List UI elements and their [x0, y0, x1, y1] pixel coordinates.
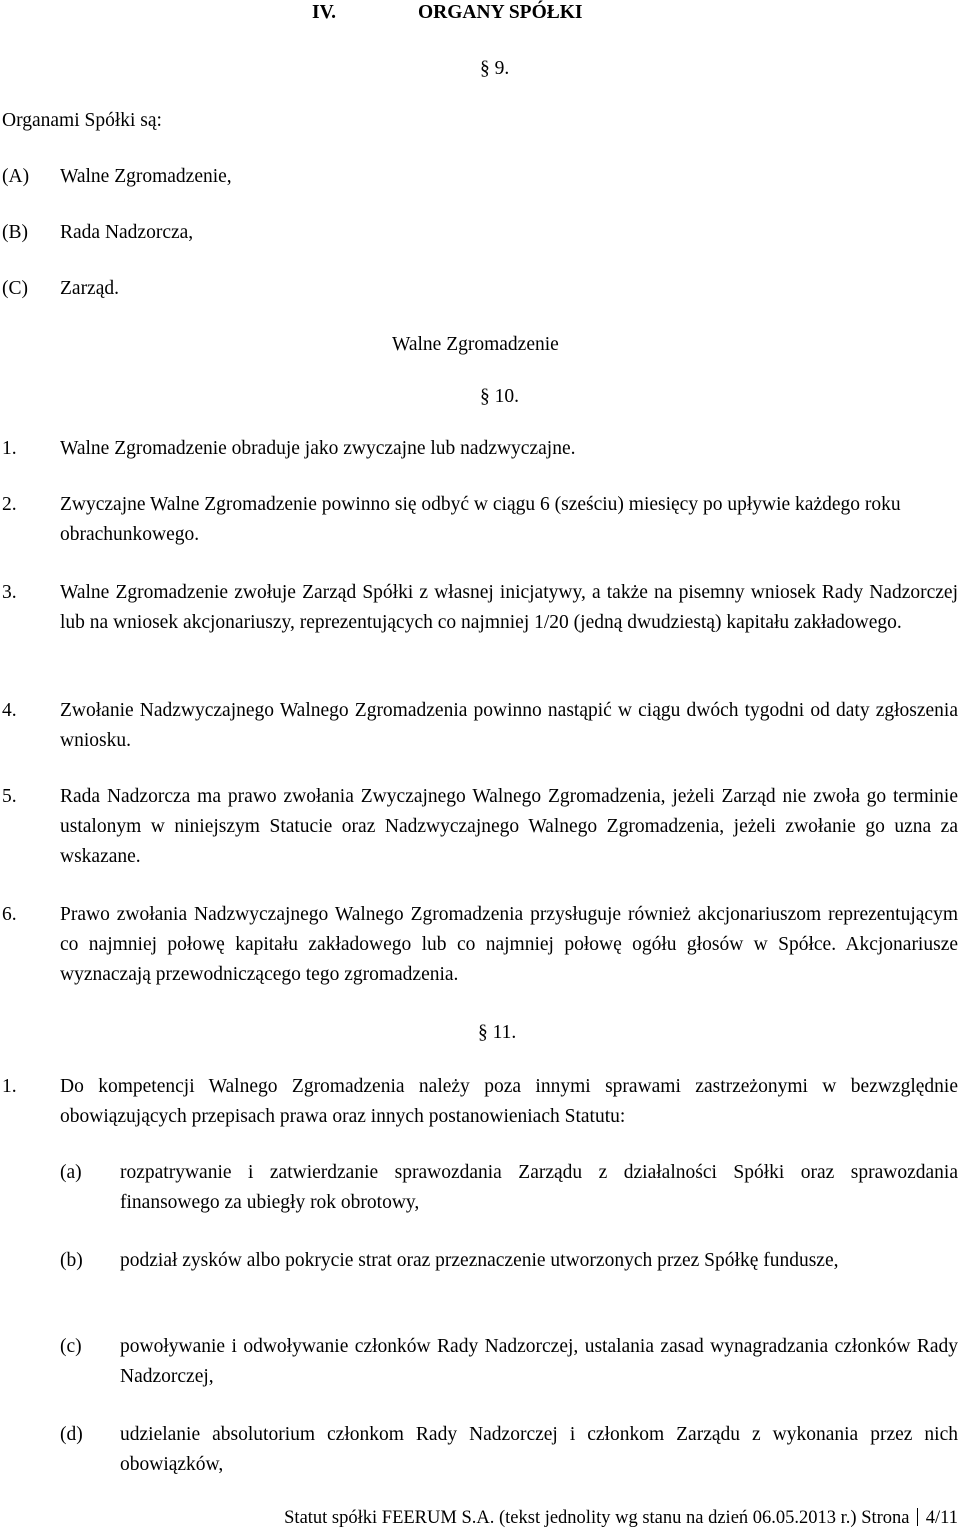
section-11-heading — [478, 1022, 516, 1044]
section-number: 10. — [494, 386, 519, 407]
footer-document-title: Statut spółki FEERUM S.A. (tekst jednolity wg stanu na dzień 06.05.2013 r.) — [284, 1508, 857, 1528]
chapter-number: IV. — [312, 2, 337, 23]
section-sign: § — [480, 58, 490, 79]
par10-text-2: Zwyczajne Walne Zgromadzenie powinno się odbyć w ciągu 6 (sześciu) miesięcy po upływie każdego roku obrachunkowego. — [60, 494, 901, 545]
par11-label-d: (d) — [60, 1424, 83, 1445]
section-sign: § — [478, 1022, 488, 1043]
chapter-title: ORGANY SPÓŁKI — [418, 2, 583, 23]
par11-item-a: rozpatrywanie i zatwierdzanie sprawozdania Zarządu z działalności Spółki oraz sprawozdania finansowego za ubiegły rok obrotowy, — [120, 1162, 958, 1213]
organ-text-b: Rada Nadzorcza, — [60, 222, 194, 243]
par10-text-3: Walne Zgromadzenie zwołuje Zarząd Spółki z własnej inicjatywy, a także na pisemny wniosek Rady Nadzorczej lub na wniosek akcjonariuszy, reprezentujących co najmniej 1/20 (jedną dwudziestą) kapitału zakładowego. — [60, 582, 958, 633]
page-footer — [284, 1508, 958, 1529]
footer-page-label: Strona — [861, 1508, 910, 1528]
section-number: 9. — [494, 58, 510, 79]
organ-label-a: (A) — [2, 166, 30, 187]
organ-label-b: (B) — [2, 222, 28, 243]
organ-text-c: Zarząd. — [60, 278, 119, 299]
par10-text-4: Zwołanie Nadzwyczajnego Walnego Zgromadzenia powinno nastąpić w ciągu dwóch tygodni od daty zgłoszenia wniosku. — [60, 700, 958, 751]
par10-num-3: 3. — [2, 582, 17, 603]
section-10-heading — [480, 386, 519, 408]
par11-label-a: (a) — [60, 1162, 82, 1183]
par10-num-5: 5. — [2, 786, 17, 807]
section-sign: § — [480, 386, 490, 407]
organ-label-c: (C) — [2, 278, 28, 299]
organ-text-a: Walne Zgromadzenie, — [60, 166, 232, 187]
par11-text-1: Do kompetencji Walnego Zgromadzenia należy poza innymi sprawami zastrzeżonymi w bezwzględnie obowiązujących przepisach prawa oraz innych postanowieniach Statutu: — [60, 1076, 958, 1127]
par11-item-c: powoływanie i odwoływanie członków Rady Nadzorczej, ustalania zasad wynagradzania członków Rady Nadzorczej, — [120, 1336, 958, 1387]
par11-num-1: 1. — [2, 1076, 17, 1097]
par10-num-6: 6. — [2, 904, 17, 925]
par11-label-b: (b) — [60, 1250, 83, 1271]
footer-page-number: 4/11 — [925, 1508, 958, 1528]
organs-intro: Organami Spółki są: — [2, 110, 162, 131]
par11-item-b: podział zysków albo pokrycie strat oraz przeznaczenie utworzonych przez Spółkę fundusze, — [120, 1250, 839, 1271]
par10-text-1: Walne Zgromadzenie obraduje jako zwyczajne lub nadzwyczajne. — [60, 438, 576, 459]
par10-text-5: Rada Nadzorcza ma prawo zwołania Zwyczajnego Walnego Zgromadzenia, jeżeli Zarząd nie zwoła go terminie ustalonym w niniejszym Statucie oraz Nadzwyczajnego Walnego Zgromadzenia, jeżeli zwołanie go uzna za wskazane. — [60, 786, 958, 867]
section-number: 11. — [492, 1022, 517, 1043]
footer-divider — [917, 1508, 918, 1526]
par11-label-c: (c) — [60, 1336, 82, 1357]
par10-text-6: Prawo zwołania Nadzwyczajnego Walnego Zgromadzenia przysługuje również akcjonariuszom reprezentującym co najmniej połowę kapitału zakładowego lub co najmniej połowę ogółu głosów w Spółce. Akcjonariusze wyznaczają przewodniczącego tego zgromadzenia. — [60, 904, 958, 985]
section-10-title: Walne Zgromadzenie — [392, 334, 559, 355]
section-9-heading — [480, 58, 509, 80]
par11-item-d: udzielanie absolutorium członkom Rady Nadzorczej i członkom Zarządu z wykonania przez nich obowiązków, — [120, 1424, 958, 1475]
par10-num-1: 1. — [2, 438, 17, 459]
par10-num-4: 4. — [2, 700, 17, 721]
par10-num-2: 2. — [2, 494, 17, 515]
